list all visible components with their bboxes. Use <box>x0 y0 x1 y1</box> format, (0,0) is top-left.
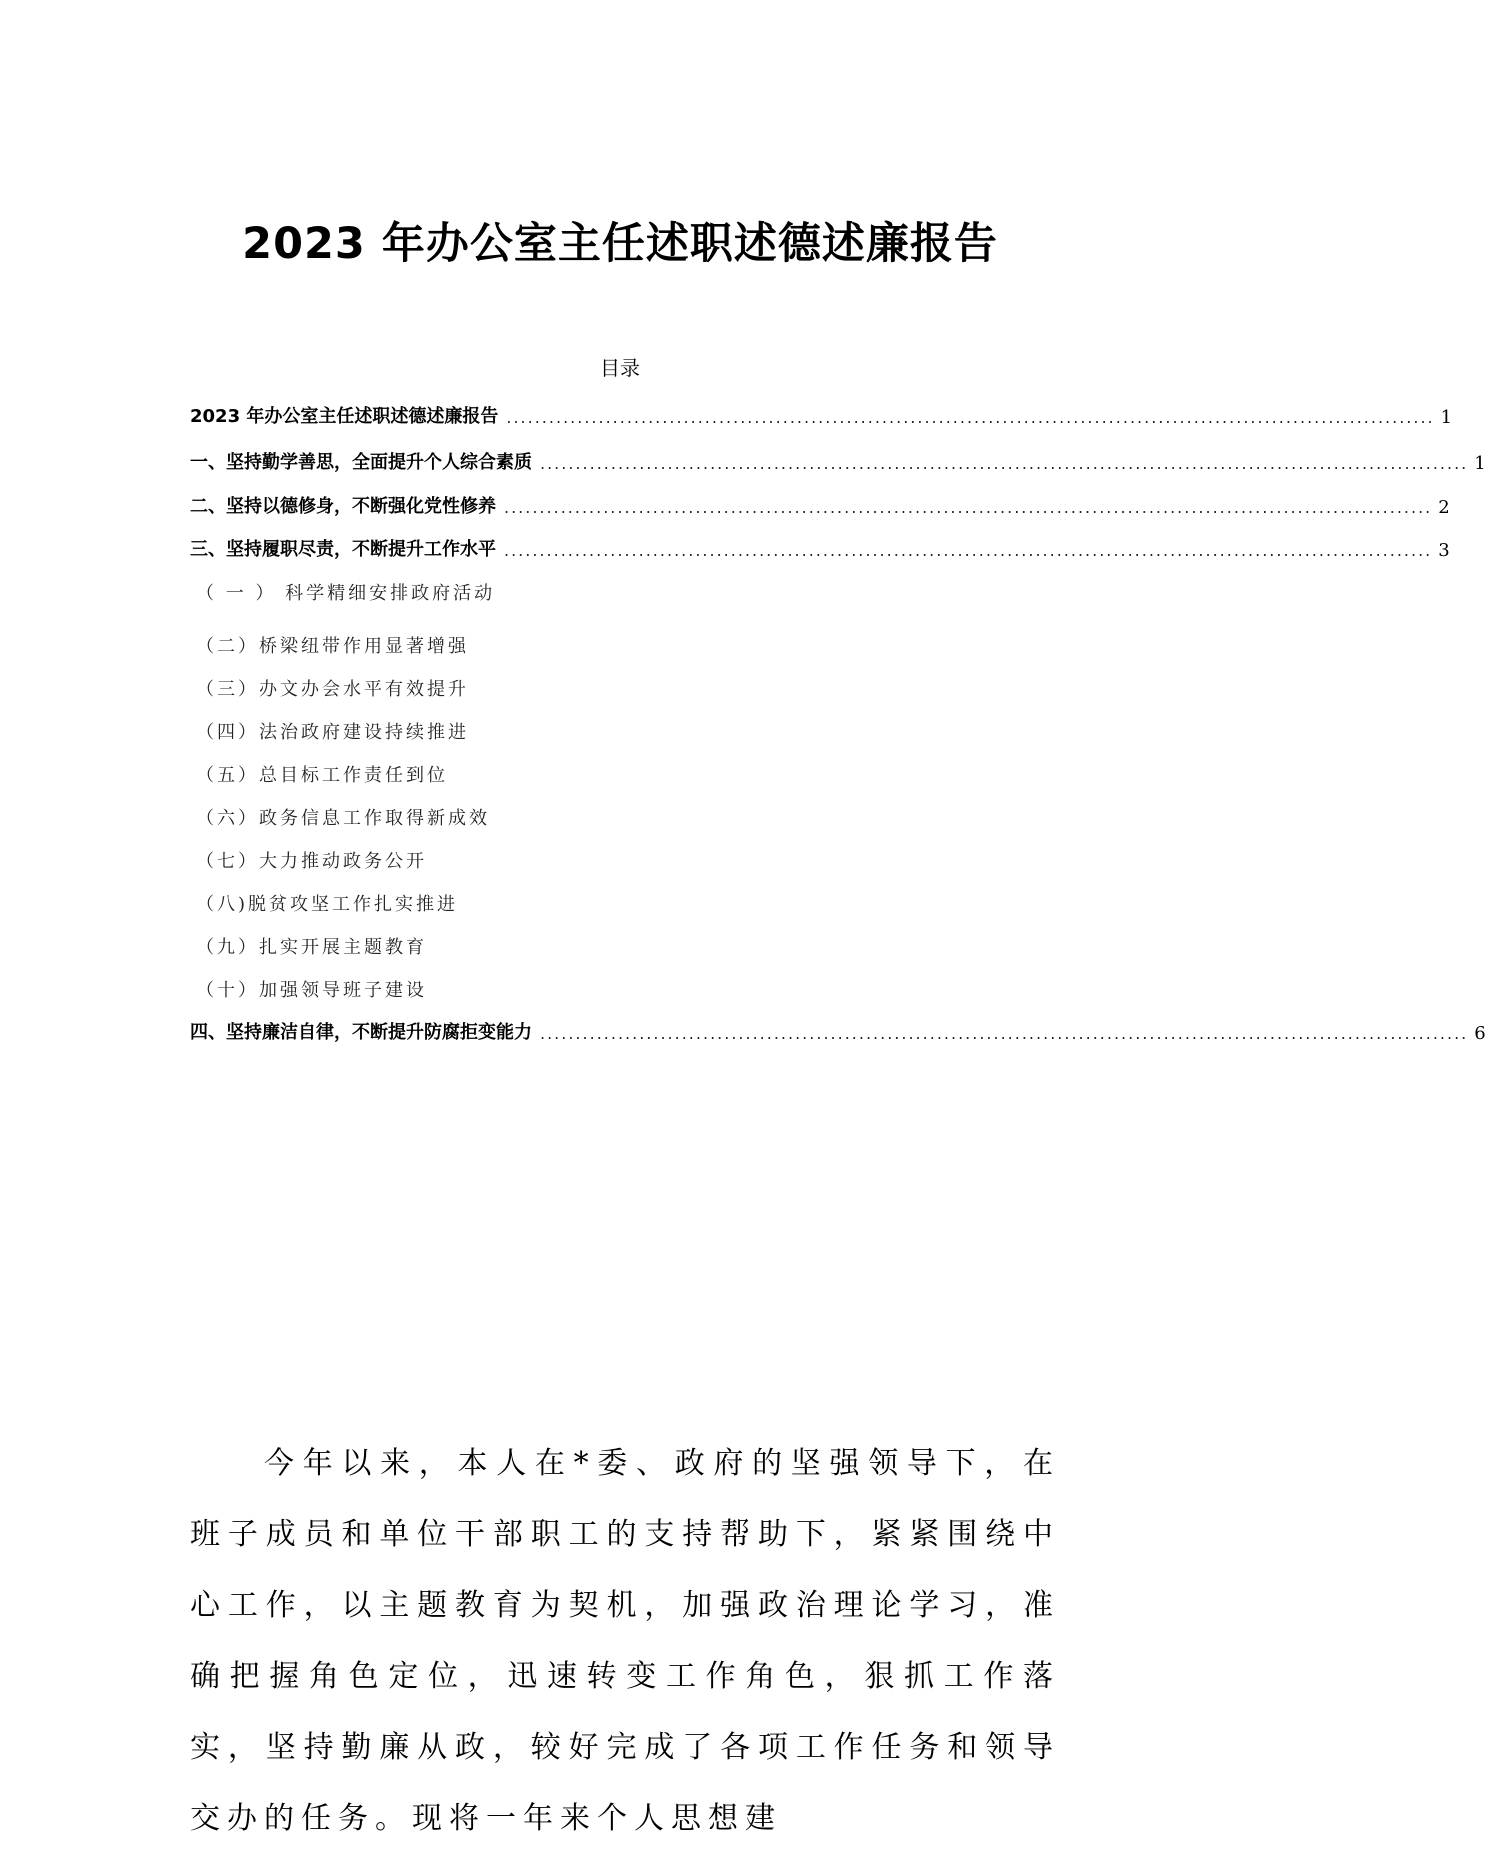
toc-entry-label: 一、坚持勤学善思，全面提升个人综合素质 <box>190 452 532 473</box>
toc-entry-page: 3 <box>1438 540 1450 561</box>
toc-entry-label: 四、坚持廉洁自律，不断提升防腐拒变能力 <box>190 1022 532 1043</box>
document-title: 2023 年办公室主任述职述德述廉报告 <box>242 219 998 269</box>
toc-entry-label: 二、坚持以德修身，不断强化党性修养 <box>190 496 496 517</box>
toc-entry[interactable] <box>190 446 1486 474</box>
toc-entry-page: 1 <box>1440 407 1453 428</box>
toc-leader-dots: ................................................................................................................................... <box>540 454 1469 473</box>
toc-sub-item[interactable]: （八)脱贫攻坚工作扎实推进 <box>196 894 459 915</box>
toc-leader-dots: ................................................................................................................................... <box>504 541 1433 560</box>
toc-sub-item[interactable]: （四）法治政府建设持续推进 <box>196 722 469 743</box>
toc-entry-page: 1 <box>1474 453 1486 474</box>
toc-leader-dots: ................................................................................................................................... <box>506 408 1435 427</box>
toc-sub-item[interactable]: （ 一 ） 科学精细安排政府活动 <box>196 583 496 604</box>
toc-sub-item[interactable]: （七）大力推动政务公开 <box>196 851 427 872</box>
toc-entry-page: 2 <box>1438 497 1450 518</box>
toc-entry[interactable] <box>190 533 1450 561</box>
toc-sub-item[interactable]: （二）桥梁纽带作用显著增强 <box>196 636 469 657</box>
toc-entry[interactable] <box>190 400 1453 428</box>
toc-heading: 目录 <box>600 356 640 380</box>
toc-entry[interactable] <box>190 1016 1486 1044</box>
toc-sub-item[interactable]: （九）扎实开展主题教育 <box>196 937 427 958</box>
toc-leader-dots: ................................................................................................................................... <box>504 498 1433 517</box>
toc-entry-label: 2023 年办公室主任述职述德述廉报告 <box>190 406 499 427</box>
toc-entry[interactable] <box>190 490 1450 518</box>
body-paragraph: 今年以来，本人在*委、政府的坚强领导下，在班子成员和单位干部职工的支持帮助下，紧紧围绕中心工作，以主题教育为契机，加强政治理论学习，准确把握角色定位，迅速转变工作角色，狠抓工作落实，坚持勤廉从政，较好完成了各项工作任务和领导交办的任务。现将一年来个人思想建 <box>190 1446 1060 1836</box>
toc-sub-item[interactable]: （十）加强领导班子建设 <box>196 980 427 1001</box>
toc-sub-item[interactable]: （三）办文办会水平有效提升 <box>196 679 469 700</box>
toc-entry-label: 三、坚持履职尽责，不断提升工作水平 <box>190 539 496 560</box>
toc-sub-item[interactable]: （五）总目标工作责任到位 <box>196 765 448 786</box>
toc-entry-page: 6 <box>1474 1023 1486 1044</box>
toc-sub-item[interactable]: （六）政务信息工作取得新成效 <box>196 808 490 829</box>
toc-leader-dots: ................................................................................................................................... <box>540 1024 1469 1043</box>
